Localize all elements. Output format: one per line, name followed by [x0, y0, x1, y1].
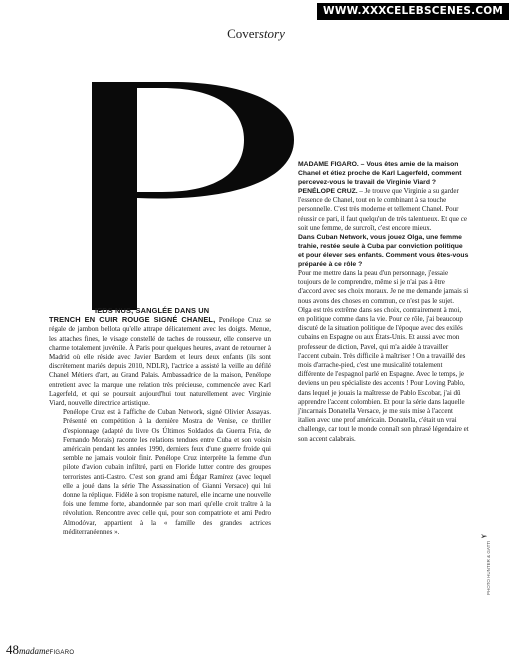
left-column [49, 306, 271, 537]
answer-2: Pour me mettre dans la peau d'un personnage, j'essaie toujours de le comprendre, même si je n'ai pas à être d'accord avec ses choix moraux. Je ne me demande jamais si nous avons des choses en commun, ce n'est pas le sujet. Olga est très extrême dans ses choix, contrairement à moi, en politique comme dans la vie. Pour ce rôle, j'ai beaucoup discuté de la situation politique de l'époque avec des exilés cubains en Espagne ou aux États-Unis. Et aussi avec mon professeur de diction, Pavel, qui m'a aidée à travailler l'accent cubain. Très difficile à maîtriser ! On a travaillé des mois d'arrache-pied, c'est une musicalité totalement différente de l'espagnol parlé en Espagne. Avec le temps, je deviens un peu spécialiste des accents ! Pour Loving Pablo, dans lequel je jouais la maîtresse de Pablo Escobar, j'ai dû apprendre l'accent colombien. Et pour la série dans laquelle j'incarnais Donatella Versace, je me suis mise à l'accent italien avec une prof américain. Donatella, c'était un vrai challenge, car tout le monde connaît son phrasé légendaire et son accent calabrais. [298, 269, 469, 443]
brand-madame: madame [19, 646, 50, 656]
intro-text: Penélope Cruz se régale de jambon bellota qu'elle attrape délicatement avec les doigts. Menue, les attaches fines, le visage constellé de taches de rousseur, elle conserve un charme totalement juvénile. À Paris pour quelques heures, avant de retourner à Madrid où elle réside avec Javier Bardem et leurs deux enfants (ils sont discrètement mariés depuis 2010, NDLR), l'actrice a assisté la veille au défilé Chanel Métiers d'art, au Grand Palais. Ambassadrice de la maison, Penélope entretient avec la marque une relation très précieuse, commencée avec Karl Lagerfeld, et qui se poursuit aujourd'hui tout naturellement avec Virginie Viard, nouvelle directrice artistique. [49, 316, 271, 408]
header-cover: Cover [227, 26, 259, 41]
answer-1-text: – Je trouve que Virginie a su garder l'essence de Chanel, tout en le combinant à sa touche personnelle. C'est très moderne et tellement Chanel. Pour réussir ce pari, il faut quelqu'un de très talentueux. Et que ce soit une femme, de surcroît, c'est encore mieux. [298, 187, 468, 232]
page-number: 48 [6, 642, 19, 657]
header-story: story [258, 26, 285, 41]
right-column [284, 160, 469, 444]
page-folio [6, 642, 74, 658]
brand-figaro: FIGARO [49, 650, 75, 656]
question-1: MADAME FIGARO. – Vous êtes amie de la maison Chanel et étiez proche de Karl Lagerfeld, comment percevez-vous le travail de Virginie Viard ? [298, 161, 462, 186]
section-header [0, 26, 512, 42]
answer-1-speaker: PENÉLOPE CRUZ. [298, 188, 358, 195]
lead-paragraph [49, 306, 271, 408]
continue-arrow-icon: ➢ [480, 532, 488, 542]
dropcap-p [22, 78, 297, 314]
answer-1 [284, 187, 469, 233]
lead-line-2: TRENCH EN CUIR ROUGE SIGNÉ CHANEL, [49, 315, 216, 325]
lead-line-1: IEDS NUS, SANGLÉE DANS UN [95, 306, 210, 315]
watermark: WWW.XXXCELEBSCENES.COM [317, 3, 509, 20]
question-2: Dans Cuban Network, vous jouez Olga, une femme trahie, restée seule à Cuba par conviction politique et pour élever ses enfants. Comment vous êtes-vous préparée à ce rôle ? [298, 234, 469, 269]
photo-credit: PHOTO HUNTER & GATTI [486, 540, 491, 595]
body-paragraph: Penélope Cruz est à l'affiche de Cuban Network, signé Olivier Assayas. Présenté en compétition à la dernière Mostra de Venise, ce thriller d'espionnage (adapté du livre Os Últimos Soldados da Guerra Fria, de Fernando Morais) raconte les relations tendues entre Cuba et son voisin américain pendant les années 1990, derniers feux d'une guerre froide qui semble ne jamais vouloir finir. Penélope Cruz interprète la femme d'un pilote d'avion cubain infiltré, parti en Floride lutter contre des groupes terroristes anti-Castro. C'est son grand ami Édgar Ramírez (avec lequel elle a joué dans la série The Assassination of Gianni Versace) qui lui donne la réplique. Fidèle à son tropisme naturel, elle incarne une nouvelle fois une femme forte, abandonnée par son mari qu'elle croit traître à la révolution. Rencontre avec celle qui, pour son compatriote et ami Pedro Almodóvar, appartient à la « famille des grandes actrices méditerranéennes ». [63, 408, 271, 536]
